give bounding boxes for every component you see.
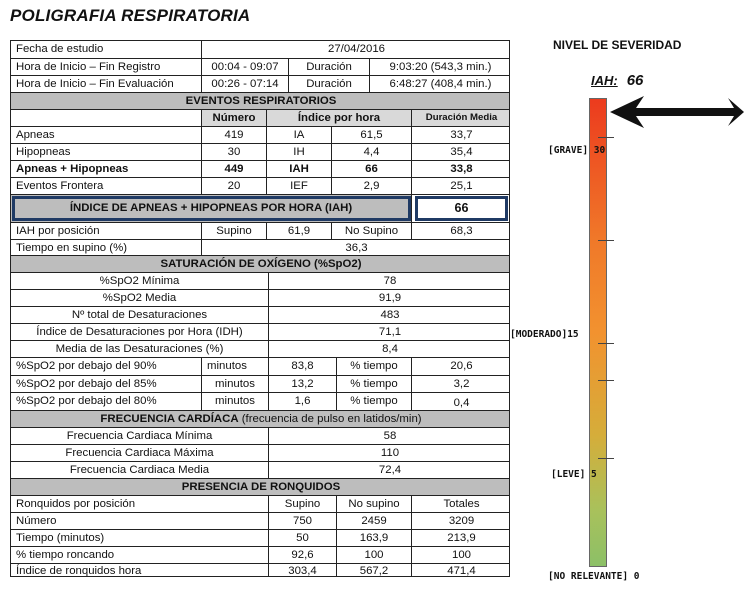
supine-time-label: Tiempo en supino (%) <box>11 240 202 256</box>
spo2-row <box>11 324 509 341</box>
event-duracion: 33,8 <box>412 161 510 178</box>
study-date-row <box>11 41 509 59</box>
study-date-value: 27/04/2016 <box>202 41 510 59</box>
snoring-label: Índice de ronquidos hora <box>11 564 269 577</box>
iah-position-label: IAH por posición <box>11 223 202 240</box>
supino-value: 61,9 <box>267 223 332 240</box>
snoring-col-label: Ronquidos por posición <box>11 496 269 513</box>
iah-label-frame <box>12 196 411 221</box>
spo2-label: Media de las Desaturaciones (%) <box>11 341 269 358</box>
spo2-label: %SpO2 Media <box>11 290 269 307</box>
heart-header-rest: (frecuencia de pulso en latidos/min) <box>238 413 422 425</box>
heart-value: 110 <box>269 445 510 462</box>
spo2-value: 78 <box>269 273 510 290</box>
spo2-below-minutes: 13,2 <box>269 376 337 393</box>
spo2-header-row <box>11 256 509 273</box>
events-row <box>11 127 509 144</box>
events-header: EVENTOS RESPIRATORIOS <box>11 93 510 110</box>
severity-label-moderado: [MODERADO]15 <box>510 329 579 340</box>
spo2-value: 71,1 <box>269 324 510 341</box>
events-col-blank <box>11 110 202 127</box>
snoring-row <box>11 530 509 547</box>
record-time-row <box>11 59 509 76</box>
iah-label: ÍNDICE DE APNEAS + HIPOPNEAS POR HORA (IAH) <box>11 195 412 223</box>
event-numero: 30 <box>202 144 267 161</box>
nosupino-value: 68,3 <box>412 223 510 240</box>
spo2-below-pct-label: % tiempo <box>337 393 412 411</box>
event-numero: 419 <box>202 127 267 144</box>
snoring-row <box>11 513 509 530</box>
spo2-below-unit: minutos <box>202 376 269 393</box>
spo2-below-label: %SpO2 por debajo del 90% <box>11 358 202 376</box>
snoring-supino: 92,6 <box>269 547 337 564</box>
event-code: IA <box>267 127 332 144</box>
spo2-below-unit: minutos <box>202 393 269 411</box>
events-col-indice: Índice por hora <box>267 110 412 127</box>
event-indice: 61,5 <box>332 127 412 144</box>
spo2-row <box>11 273 509 290</box>
spo2-label: Nº total de Desaturaciones <box>11 307 269 324</box>
spo2-below-row <box>11 393 509 411</box>
spo2-below-unit: minutos <box>202 358 269 376</box>
iah-position-row <box>11 223 509 240</box>
snoring-total: 100 <box>412 547 510 564</box>
eval-time-label: Hora de Inicio – Fin Evaluación <box>11 76 202 93</box>
snoring-supino: 303,4 <box>269 564 337 577</box>
spo2-row <box>11 307 509 324</box>
heart-label: Frecuencia Cardiaca Mínima <box>11 428 269 445</box>
severity-iah-label: IAH: <box>591 73 618 88</box>
event-indice: 2,9 <box>332 178 412 195</box>
spo2-value: 483 <box>269 307 510 324</box>
spo2-row <box>11 290 509 307</box>
severity-tick <box>598 458 614 459</box>
severity-tick <box>598 240 614 241</box>
events-row <box>11 144 509 161</box>
severity-title: NIVEL DE SEVERIDAD <box>553 38 682 52</box>
spo2-below-label: %SpO2 por debajo del 85% <box>11 376 202 393</box>
snoring-header: PRESENCIA DE RONQUIDOS <box>11 479 510 496</box>
event-numero: 449 <box>202 161 267 178</box>
eval-time-row <box>11 76 509 93</box>
event-indice: 66 <box>332 161 412 178</box>
spo2-header: SATURACIÓN DE OXÍGENO (%SpO2) <box>11 256 510 273</box>
snoring-supino: 50 <box>269 530 337 547</box>
spo2-below-pct-label: % tiempo <box>337 358 412 376</box>
snoring-total: 3209 <box>412 513 510 530</box>
snoring-total: 213,9 <box>412 530 510 547</box>
heart-value: 72,4 <box>269 462 510 479</box>
heart-header-bold: FRECUENCIA CARDÍACA <box>100 413 239 425</box>
spo2-below-label: %SpO2 por debajo del 80% <box>11 393 202 411</box>
snoring-col-nosupino: No supino <box>337 496 412 513</box>
events-col-numero: Número <box>202 110 267 127</box>
nosupino-label: No Supino <box>332 223 412 240</box>
severity-tick <box>598 343 614 344</box>
heart-header <box>11 411 510 428</box>
spo2-value: 8,4 <box>269 341 510 358</box>
supino-label: Supino <box>202 223 267 240</box>
snoring-header-row <box>11 479 509 496</box>
snoring-nosupino: 2459 <box>337 513 412 530</box>
spo2-row <box>11 341 509 358</box>
event-label: Eventos Frontera <box>11 178 202 195</box>
snoring-label: Tiempo (minutos) <box>11 530 269 547</box>
snoring-nosupino: 100 <box>337 547 412 564</box>
record-time-value: 00:04 - 09:07 <box>202 59 289 76</box>
spo2-below-pct: 20,6 <box>412 358 510 376</box>
spo2-label: Índice de Desaturaciones por Hora (IDH) <box>11 324 269 341</box>
snoring-columns-row <box>11 496 509 513</box>
severity-iah <box>591 72 643 89</box>
spo2-below-pct: 3,2 <box>412 376 510 393</box>
events-row <box>11 161 509 178</box>
iah-row <box>11 195 509 223</box>
event-label: Apneas + Hipopneas <box>11 161 202 178</box>
report-title: POLIGRAFIA RESPIRATORIA <box>10 6 251 25</box>
snoring-nosupino: 163,9 <box>337 530 412 547</box>
severity-label-leve: [LEVE] 5 <box>551 469 597 480</box>
snoring-label: % tiempo roncando <box>11 547 269 564</box>
eval-time-value: 00:26 - 07:14 <box>202 76 289 93</box>
event-code: IEF <box>267 178 332 195</box>
event-duracion: 35,4 <box>412 144 510 161</box>
severity-gradient-bar <box>589 98 607 567</box>
heart-value: 58 <box>269 428 510 445</box>
severity-label-grave: [GRAVE] 30 <box>548 145 606 156</box>
iah-value: 66 <box>412 195 510 223</box>
spo2-below-row <box>11 358 509 376</box>
event-code: IH <box>267 144 332 161</box>
snoring-supino: 750 <box>269 513 337 530</box>
severity-pointer-arrow-icon <box>608 93 746 131</box>
heart-label: Frecuencia Cardiaca Máxima <box>11 445 269 462</box>
study-date-label: Fecha de estudio <box>11 41 202 59</box>
heart-header-row <box>11 411 509 428</box>
snoring-total: 471,4 <box>447 565 476 577</box>
supine-time-value: 36,3 <box>202 240 510 256</box>
report-table <box>10 40 510 577</box>
severity-tick <box>598 137 614 138</box>
event-numero: 20 <box>202 178 267 195</box>
eval-duration-label: Duración <box>289 76 370 93</box>
spo2-below-row <box>11 376 509 393</box>
spo2-below-pct: 0,4 <box>412 393 510 411</box>
record-duration-label: Duración <box>289 59 370 76</box>
events-header-row <box>11 93 509 110</box>
events-col-duracion: Duración Media <box>412 110 510 127</box>
snoring-col-supino: Supino <box>269 496 337 513</box>
heart-label: Frecuencia Cardiaca Media <box>11 462 269 479</box>
events-columns-row <box>11 110 509 127</box>
severity-label-no-relevante: [NO RELEVANTE] 0 <box>548 571 640 582</box>
severity-tick <box>598 380 614 381</box>
heart-row <box>11 462 509 479</box>
snoring-col-totales: Totales <box>412 496 510 513</box>
iah-value-frame <box>415 196 508 221</box>
event-code: IAH <box>267 161 332 178</box>
snoring-row <box>11 564 509 577</box>
spo2-label: %SpO2 Mínima <box>11 273 269 290</box>
events-row <box>11 178 509 195</box>
event-duracion: 25,1 <box>412 178 510 195</box>
severity-iah-value: 66 <box>626 72 644 89</box>
snoring-row <box>11 547 509 564</box>
event-duracion: 33,7 <box>412 127 510 144</box>
snoring-nosupino: 567,2 <box>337 564 412 577</box>
snoring-label: Número <box>11 513 269 530</box>
spo2-value: 91,9 <box>269 290 510 307</box>
spo2-below-minutes: 1,6 <box>269 393 337 411</box>
spo2-below-minutes: 83,8 <box>269 358 337 376</box>
heart-row <box>11 445 509 462</box>
record-time-label: Hora de Inicio – Fin Registro <box>11 59 202 76</box>
spo2-below-pct-label: % tiempo <box>337 376 412 393</box>
event-indice: 4,4 <box>332 144 412 161</box>
record-duration-value: 9:03:20 (543,3 min.) <box>370 59 510 76</box>
supine-time-row <box>11 240 509 256</box>
event-label: Apneas <box>11 127 202 144</box>
heart-row <box>11 428 509 445</box>
event-label: Hipopneas <box>11 144 202 161</box>
eval-duration-value: 6:48:27 (408,4 min.) <box>370 76 510 93</box>
